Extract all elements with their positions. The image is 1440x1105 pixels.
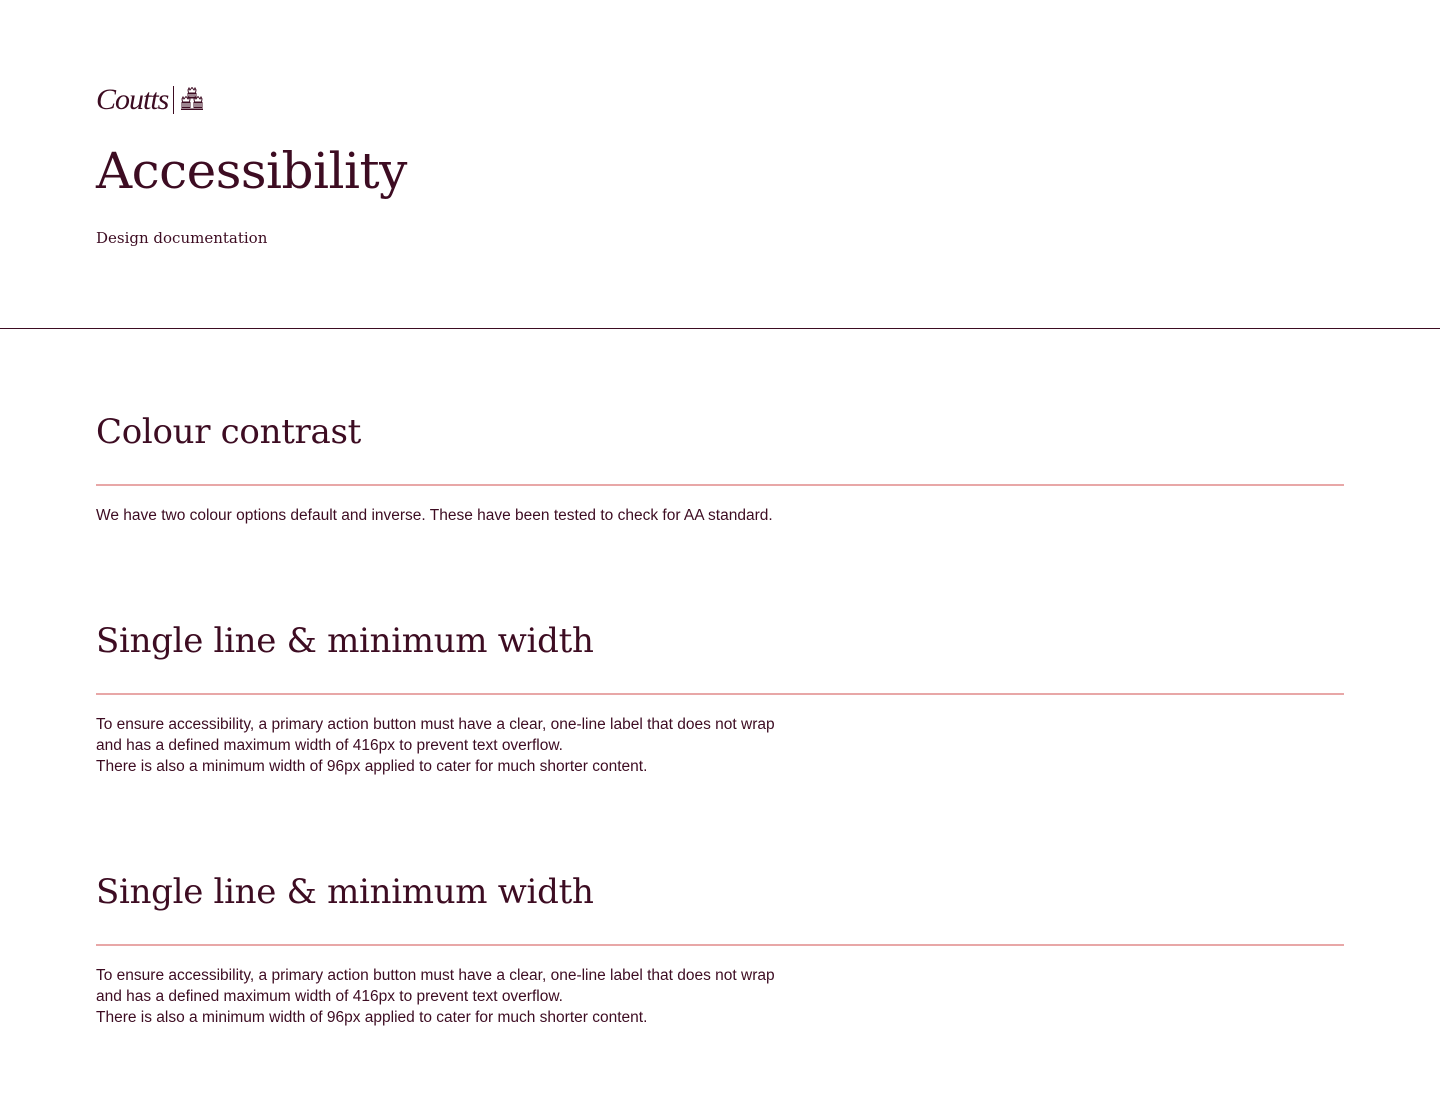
section-heading: Single line & minimum width bbox=[96, 872, 594, 912]
section-body-line: and has a defined maximum width of 416px to prevent text overflow. bbox=[96, 737, 563, 754]
section-divider bbox=[96, 693, 1344, 695]
logo-wordmark: Coutts bbox=[96, 83, 169, 116]
section-body-line: To ensure accessibility, a primary action button must have a clear, one-line label that does not wrap bbox=[96, 967, 775, 984]
section-single-line-minimum-width bbox=[96, 617, 1344, 777]
section-body bbox=[96, 965, 876, 1028]
coutts-logo bbox=[96, 84, 1344, 116]
crown-crest-icon bbox=[179, 87, 205, 113]
section-colour-contrast bbox=[96, 408, 1344, 526]
page-subtitle: Design documentation bbox=[96, 229, 268, 247]
page-header bbox=[96, 84, 1344, 116]
section-divider bbox=[96, 484, 1344, 486]
section-heading: Colour contrast bbox=[96, 412, 361, 452]
header-divider bbox=[0, 328, 1440, 329]
section-body-line: There is also a minimum width of 96px applied to cater for much shorter content. bbox=[96, 1009, 648, 1026]
section-body bbox=[96, 714, 876, 777]
page-title: Accessibility bbox=[96, 142, 407, 200]
section-body-line: To ensure accessibility, a primary action button must have a clear, one-line label that does not wrap bbox=[96, 716, 775, 733]
section-divider bbox=[96, 944, 1344, 946]
section-body-line: There is also a minimum width of 96px applied to cater for much shorter content. bbox=[96, 758, 648, 775]
section-body-line: We have two colour options default and inverse. These have been tested to check for AA standard. bbox=[96, 507, 773, 524]
section-body bbox=[96, 505, 876, 526]
section-single-line-minimum-width-2 bbox=[96, 868, 1344, 1028]
section-heading: Single line & minimum width bbox=[96, 621, 594, 661]
section-body-line: and has a defined maximum width of 416px to prevent text overflow. bbox=[96, 988, 563, 1005]
logo-divider bbox=[173, 86, 174, 114]
